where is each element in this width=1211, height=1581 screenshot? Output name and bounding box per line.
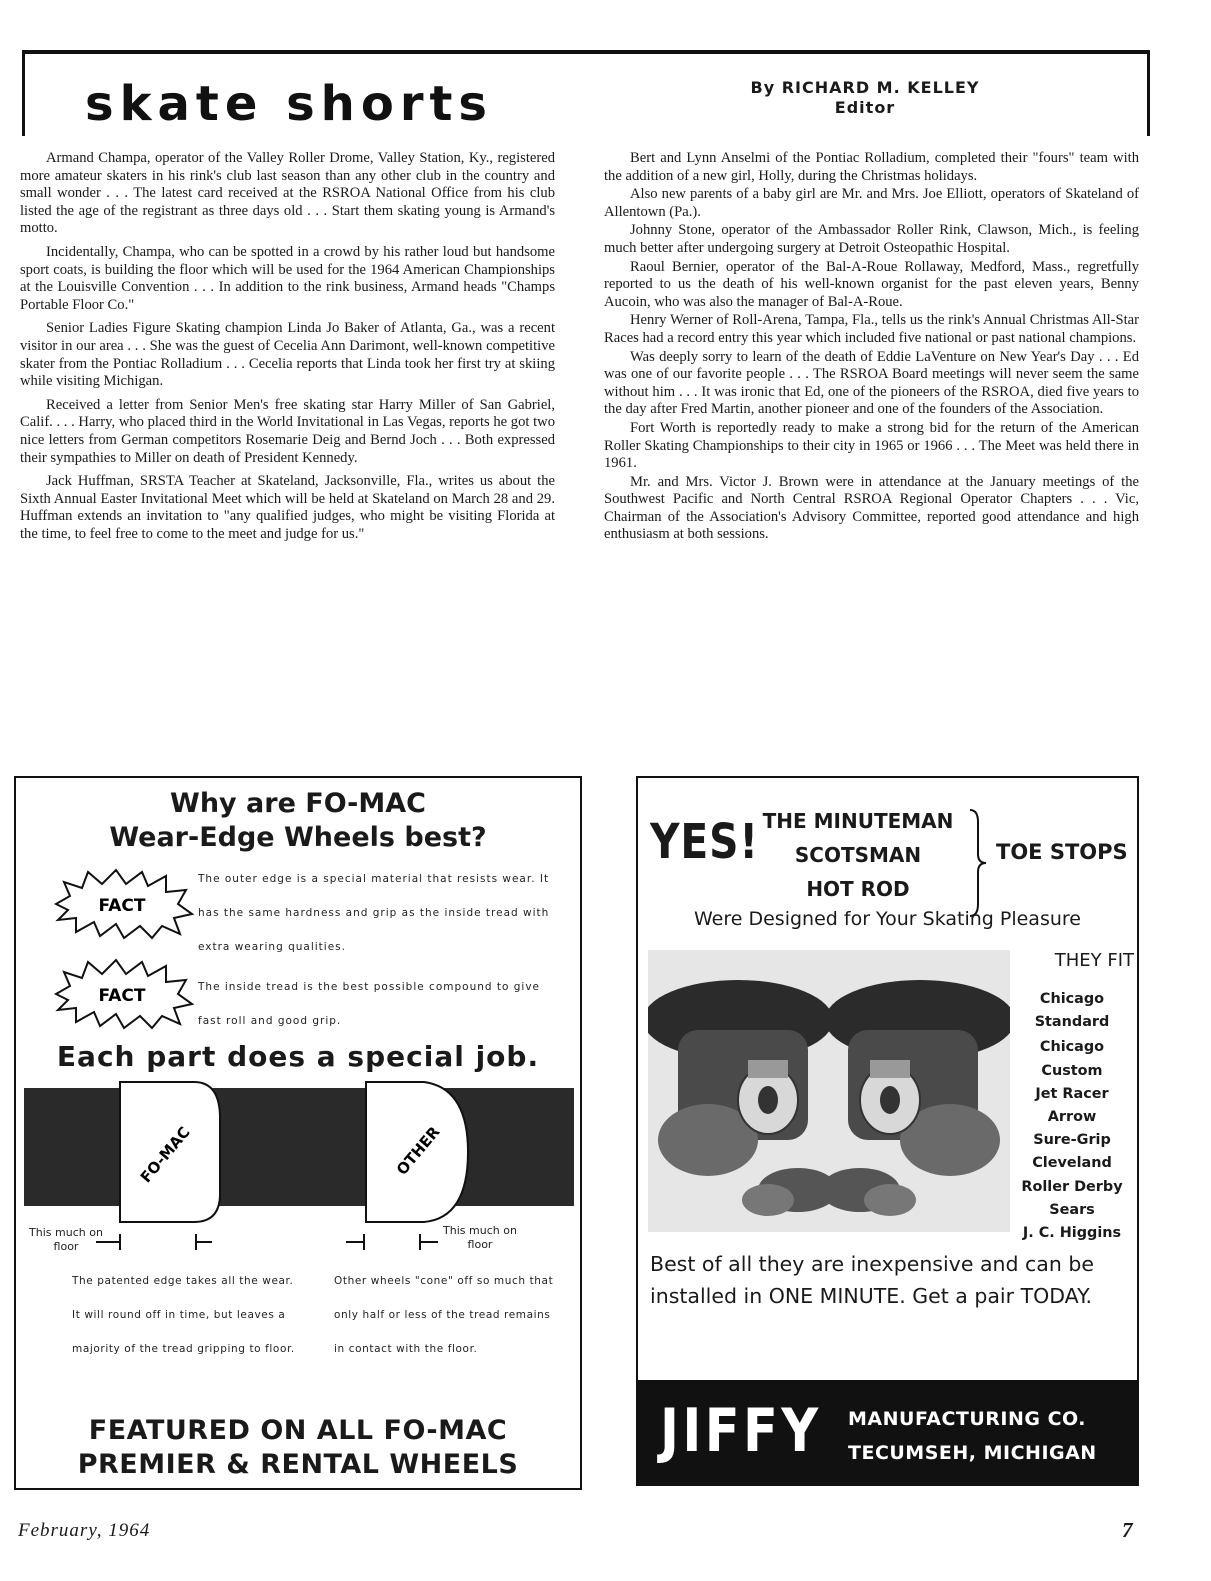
page-number: 7 — [1122, 1518, 1133, 1542]
byline-role: Editor — [834, 98, 896, 117]
list-item: Jet Racer — [1035, 1085, 1109, 1102]
fomac-footer — [16, 1414, 580, 1482]
designed-tagline: Were Designed for Your Skating Pleasure — [694, 908, 1081, 930]
they-fit-label: THEY FIT — [1054, 950, 1134, 971]
paragraph: Also new parents of a baby girl are Mr. and Mrs. Joe Elliott, operators of Skateland of Allentown (Pa.). — [604, 186, 1139, 220]
yes-headline: YES! — [650, 814, 759, 870]
toe-stops-label: TOE STOPS — [996, 840, 1128, 864]
byline — [685, 78, 1045, 118]
model-name: HOT ROD — [806, 877, 910, 901]
fact-1-text: The outer edge is a special material that resists wear. It has the same hardness and grip as the inside tread with extra wearing qualities. — [198, 873, 550, 953]
model-name: THE MINUTEMAN — [762, 809, 954, 833]
brace-icon — [968, 808, 988, 918]
fomac-headline-1: Why are FO-MAC — [170, 788, 426, 819]
floor-label-fomac: This much on floor — [29, 1226, 103, 1253]
paragraph: Senior Ladies Figure Skating champion Linda Jo Baker of Atlanta, Ga., was a recent visitor in our area . . . She was the guest of Cecelia Ann Darimont, well-known competitive skater from the Pontiac Rolladium . . . Cecelia reports that Linda took her first try at skiing while visiting Michigan. — [20, 320, 555, 390]
fact-2-text: The inside tread is the best possible compound to give fast roll and good grip. — [198, 981, 541, 1027]
company-name: MANUFACTURING CO. — [848, 1408, 1086, 1430]
list-item: Arrow — [1047, 1109, 1097, 1126]
best-of-all-copy: Best of all they are inexpensive and can be installed in ONE MINUTE. Get a pair TODAY. — [650, 1252, 1094, 1308]
fomac-wheel-label: FO-MAC — [136, 1123, 194, 1187]
article-column-right — [604, 150, 1139, 545]
article-column-left — [20, 150, 555, 549]
byline-author: By RICHARD M. KELLEY — [750, 78, 980, 97]
fomac-headline-2: Wear-Edge Wheels best? — [109, 822, 487, 853]
paragraph: Raoul Bernier, operator of the Bal-A-Roue Rollaway, Medford, Mass., regretfully reported to us the death of his well-known organist for the past eleven years, Benny Aucoin, who was also the manager of Bal-A-Roue. — [604, 258, 1139, 310]
paragraph: Jack Huffman, SRSTA Teacher at Skateland, Jacksonville, Fla., writes us about the Sixth Annual Easter Invitational Meet which will be held at Skateland on March 28 and 29. Huffman extends an invitation to "any qualified judges, who might be visiting Florida at the time, to feel free to come to the meet and judge for us." — [20, 473, 555, 542]
paragraph: Was deeply sorry to learn of the death of Eddie LaVenture on New Year's Day . . . Ed was one of our favorite people . . . The RSROA Board meetings will never seem the same without him . . . It was ironic that Ed, one of the pioneers of the RSROA, died five years to the day after Fred Martin, another pioneer and one of the founders of the Association. — [604, 348, 1139, 418]
paragraph: Henry Werner of Roll-Arena, Tampa, Fla., tells us the rink's Annual Christmas All-Star Races had a record entry this year which included five national or past national champions. — [604, 312, 1139, 346]
roller-skate-photo-illustration — [648, 950, 1010, 1232]
jiffy-advertisement — [636, 776, 1139, 1486]
list-item: Sears — [1049, 1201, 1095, 1218]
fact-burst-icon — [46, 866, 196, 940]
other-description: Other wheels "cone" off so much that only half or less of the tread remains in contact with the floor. — [334, 1275, 554, 1355]
paragraph: Armand Champa, operator of the Valley Roller Drome, Valley Station, Ky., registered more amateur skaters in his rink's club last season than any other club in the country and small wonder . . . The latest card received at the RSROA National Office from his club listed the age of the registrant as three days old . . . Start them skating young is Armand's motto. — [20, 150, 555, 237]
company-address — [848, 1402, 1097, 1470]
list-item: Custom — [1041, 1062, 1103, 1079]
model-name: SCOTSMAN — [794, 843, 922, 867]
other-wheel-label: OTHER — [392, 1123, 444, 1179]
paragraph: Johnny Stone, operator of the Ambassador Roller Rink, Clawson, Mich., is feeling much better after undergoing surgery at Detroit Osteopathic Hospital. — [604, 222, 1139, 256]
special-job-heading: Each part does a special job. — [56, 1040, 540, 1073]
paragraph: Incidentally, Champa, who can be spotted in a crowd by his rather loud but handsome sport coats, is building the floor which will be used for the 1964 American Championships at the Louisville Convention . . . In addition to the rink business, Armand heads "Champs Portable Floor Co." — [20, 243, 555, 313]
fact-label: FACT — [98, 986, 146, 1006]
paragraph: Fort Worth is reportedly ready to make a strong bid for the return of the American Roller Skating Championships to their city in 1965 or 1966 . . . The Meet was held there in 1961. — [604, 419, 1139, 472]
fomac-description: The patented edge takes all the wear. It will round off in time, but leaves a majority of the tread gripping to floor. — [72, 1275, 295, 1355]
jiffy-brand-bar — [638, 1380, 1137, 1484]
compatible-skates-list — [1012, 988, 1132, 1245]
list-item: Chicago — [1039, 1039, 1105, 1056]
company-location: TECUMSEH, MICHIGAN — [848, 1442, 1097, 1464]
issue-date: February, 1964 — [18, 1520, 151, 1541]
list-item: Sure-Grip — [1033, 1132, 1111, 1149]
paragraph: Bert and Lynn Anselmi of the Pontiac Rolladium, completed their "fours" team with the addition of a new girl, Holly, during the Christmas holidays. — [604, 150, 1139, 184]
paragraph: Mr. and Mrs. Victor J. Brown were in attendance at the January meetings of the Southwest Pacific and North Central RSROA Regional Operator Chapters . . . Vic, Chairman of the Association's Advisory Committee, reported good attendance and high enthusiasm at both sessions. — [604, 473, 1139, 543]
list-item: Standard — [1034, 1014, 1110, 1031]
page-title: skate shorts — [85, 76, 493, 132]
fomac-footer-line-1: FEATURED ON ALL FO-MAC — [88, 1415, 508, 1446]
list-item: Cleveland — [1032, 1155, 1112, 1172]
list-item: Chicago — [1039, 991, 1105, 1007]
fact-label: FACT — [98, 896, 146, 916]
fomac-advertisement — [14, 776, 582, 1490]
list-item: Roller Derby — [1021, 1178, 1123, 1195]
paragraph: Received a letter from Senior Men's free skating star Harry Miller of San Gabriel, Calif. . . . Harry, who placed third in the World Invitational in Las Vegas, reports he got two nice letters from German competitors Rosemarie Deig and Bernd Joch . . . Both expressed their sympathies to Miller on death of President Kennedy. — [20, 396, 555, 466]
toe-stops-photo — [648, 950, 1010, 1232]
fact-burst-icon — [46, 956, 196, 1030]
jiffy-logo: JIFFY — [660, 1396, 822, 1466]
floor-label-other: This much on floor — [443, 1224, 517, 1251]
toe-stop-models — [748, 804, 968, 906]
article-header — [22, 50, 1150, 136]
fomac-footer-line-2: PREMIER & RENTAL WHEELS — [77, 1449, 519, 1480]
list-item: J. C. Higgins — [1022, 1225, 1122, 1242]
